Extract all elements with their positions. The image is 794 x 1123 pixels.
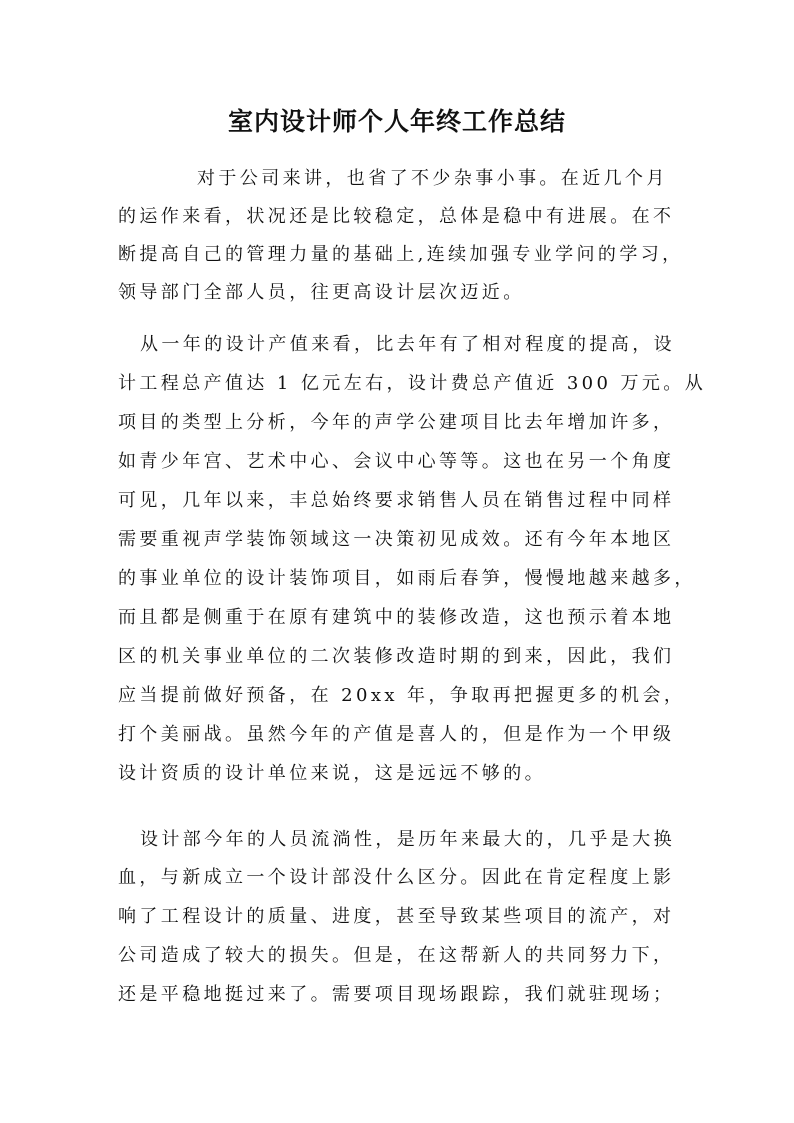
text-line: 计工程总产值达 1 亿元左右，设计费总产值近 300 万元。从	[118, 373, 707, 394]
text-line: 从一年的设计产值来看，比去年有了相对程度的提高，设	[140, 334, 675, 355]
text-line: 需要重视声学装饰领域这一决策初见成效。还有今年本地区	[118, 529, 675, 550]
text-line: 设计部今年的人员流淌性，是历年来最大的，几乎是大换	[140, 829, 675, 850]
text-line: 可见，几年以来，丰总始终要求销售人员在销售过程中同样	[118, 490, 675, 511]
text-line: 的运作来看，状况还是比较稳定，总体是稳中有进展。在不	[118, 206, 675, 227]
text-line: 区的机关事业单位的二次装修改造时期的到来，因此，我们	[118, 646, 675, 667]
text-line: 血，与新成立一个设计部没什么区分。因此在肯定程度上影	[118, 867, 675, 888]
text-line: 项目的类型上分析，今年的声学公建项目比去年增加许多，	[118, 412, 675, 433]
text-line: 领导部门全部人员，往更高设计层次迈近。	[118, 282, 525, 303]
text-line: 而且都是侧重于在原有建筑中的装修改造，这也预示着本地	[118, 607, 675, 628]
text-line: 公司造成了较大的损失。但是，在这帮新人的共同努力下，	[118, 945, 675, 966]
text-line: 应当提前做好预备，在 20xx 年，争取再把握更多的机会，	[118, 685, 686, 706]
text-line: 对于公司来讲，也省了不少杂事小事。在近几个月	[197, 168, 668, 189]
text-line: 设计资质的设计单位来说，这是远远不够的。	[118, 763, 546, 784]
text-line: 如青少年宫、艺术中心、会议中心等等。这也在另一个角度	[118, 451, 675, 472]
document-title: 室内设计师个人年终工作总结	[227, 107, 566, 136]
text-line: 还是平稳地挺过来了。需要项目现场跟踪，我们就驻现场；	[118, 984, 675, 1005]
text-line: 断提高自己的管理力量的基础上,连续加强专业学问的学习，	[118, 244, 684, 265]
text-line: 的事业单位的设计装饰项目，如雨后春笋，慢慢地越来越多，	[118, 568, 696, 589]
text-line: 响了工程设计的质量、进度，甚至导致某些项目的流产，对	[118, 906, 675, 927]
text-line: 打个美丽战。虽然今年的产值是喜人的，但是作为一个甲级	[118, 724, 675, 745]
